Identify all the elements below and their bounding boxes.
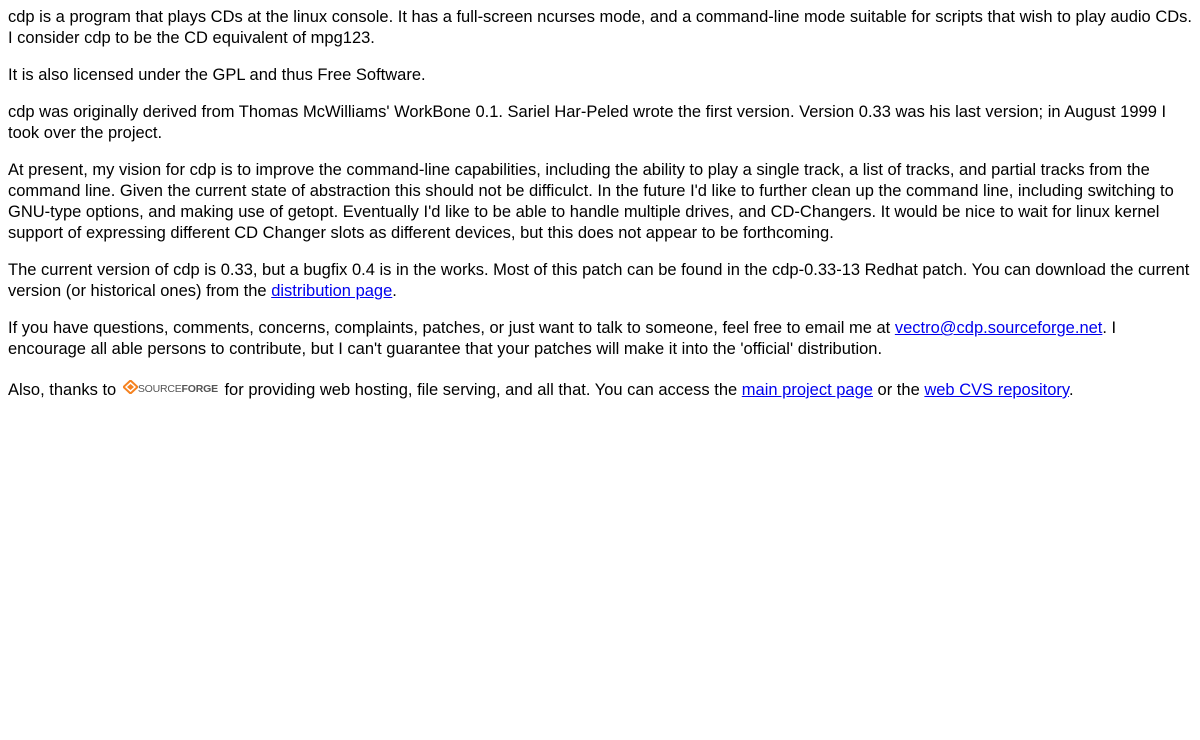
intro-paragraph: cdp is a program that plays CDs at the linux console. It has a full-screen ncurses mode, and a command-line mode suitable for scripts that wish to play audio CDs. I consider cdp to be the CD equivalent of mpg123. bbox=[8, 8, 1192, 47]
sourceforge-logo-icon bbox=[123, 380, 138, 394]
history-paragraph: cdp was originally derived from Thomas McWilliams' WorkBone 0.1. Sariel Har-Peled wrote the first version. Version 0.33 was his last version; in August 1999 I took over the project. bbox=[8, 103, 1167, 142]
contact-text: If you have questions, comments, concerns, complaints, patches, or just want to talk to someone, feel free to email me at bbox=[8, 319, 895, 337]
web-cvs-repository-link[interactable]: web CVS repository bbox=[924, 381, 1069, 399]
version-text-end: . bbox=[392, 282, 397, 300]
contact-paragraph bbox=[8, 318, 1192, 360]
main-project-page-link[interactable]: main project page bbox=[741, 381, 873, 399]
version-paragraph bbox=[8, 260, 1192, 302]
thanks-text-end: . bbox=[1068, 381, 1074, 399]
license-paragraph: It is also licensed under the GPL and thus Free Software. bbox=[8, 66, 426, 84]
sourceforge-logo-text: SOURCEFORGE bbox=[137, 383, 218, 395]
thanks-text-between: or the bbox=[872, 381, 925, 399]
thanks-text: Also, thanks to bbox=[8, 381, 121, 399]
email-link[interactable]: vectro@cdp.sourceforge.net bbox=[894, 319, 1103, 337]
contact-text-end: . I encourage all able persons to contribute, but I can't guarantee that your patches will make it into the 'official' distribution. bbox=[8, 319, 1117, 358]
distribution-page-link[interactable]: distribution page bbox=[271, 282, 393, 300]
thanks-paragraph bbox=[8, 380, 1192, 401]
sourceforge-logo bbox=[123, 380, 218, 394]
version-text: The current version of cdp is 0.33, but a bugfix 0.4 is in the works. Most of this patch can be found in the cdp-0.33-13 Redhat patch. You can download the current version (or historical ones) from the bbox=[8, 261, 1190, 300]
thanks-text-middle: for providing web hosting, file serving, and all that. You can access the bbox=[219, 381, 742, 399]
vision-paragraph: At present, my vision for cdp is to improve the command-line capabilities, including the ability to play a single track, a list of tracks, and partial tracks from the command line. Given the current state of abstraction this should not be difficulct. In the future I'd like to further clean up the command line, including switching to GNU-type options, and making use of getopt. Eventually I'd like to be able to handle multiple drives, and CD-Changers. It would be nice to wait for linux kernel support of expressing different CD Changer slots as different devices, but this does not appear to be forthcoming. bbox=[8, 161, 1174, 242]
